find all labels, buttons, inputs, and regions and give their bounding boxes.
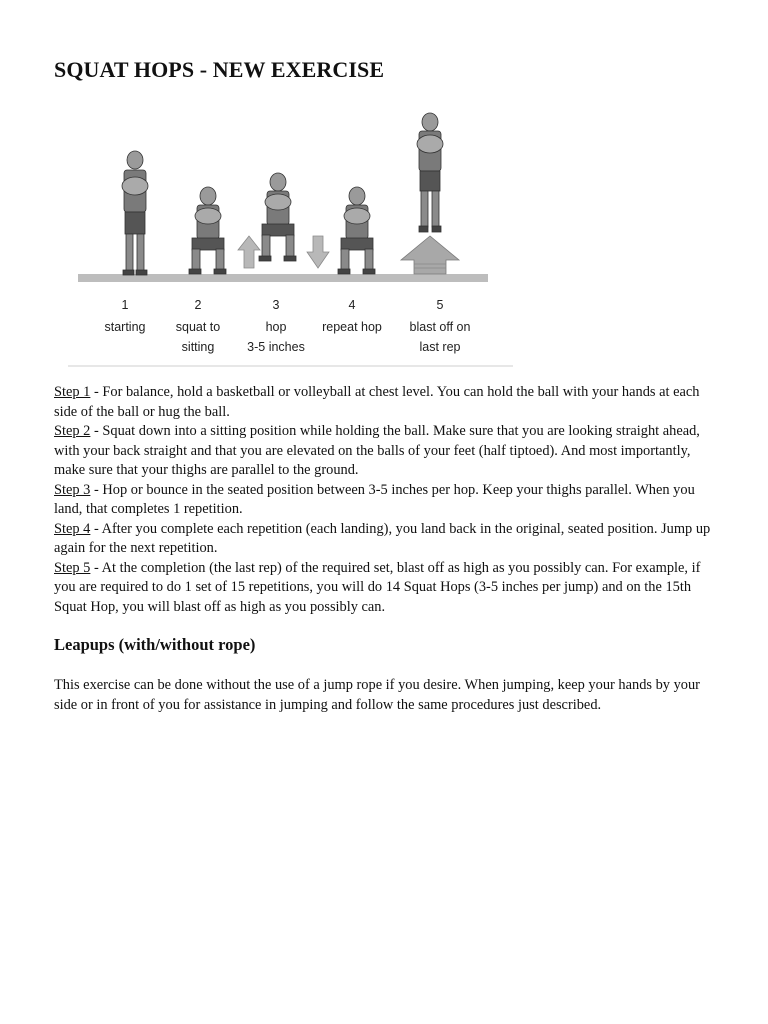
figure-step-label: blast off on: [409, 320, 471, 334]
up-arrow-icon: [238, 236, 260, 268]
figure-standing: [122, 151, 148, 275]
figure-squat: [189, 187, 226, 274]
step-paragraph: [54, 520, 716, 559]
step-4-text: - After you complete each repetition (each landing), you land back in the original, seated position. Jump up again for the next repetition.: [54, 520, 711, 556]
figure-step-label: repeat hop: [322, 320, 382, 334]
step-5-link[interactable]: Step 5: [54, 559, 91, 576]
squat-hops-illustration: [68, 108, 513, 370]
step-4-link[interactable]: Step 4: [54, 520, 91, 537]
figure-repeat-hop: [338, 187, 375, 274]
step-3-text: - Hop or bounce in the seated position between 3-5 inches per hop. Keep your thighs parallel. When you land, that completes 1 repetition.: [54, 481, 695, 517]
figure-step-label: squat to: [175, 320, 221, 334]
section-description: This exercise can be done without the use of a jump rope if you desire. When jumping, keep your hands by your side or in front of you for assistance in jumping and follow the same procedures just described.: [54, 677, 700, 713]
page-title: SQUAT HOPS - NEW EXERCISE: [54, 57, 385, 82]
step-paragraph: [54, 422, 716, 481]
step-2-link[interactable]: Step 2: [54, 423, 91, 439]
figure-step-label-line2: sitting: [181, 340, 215, 354]
figure-step-label: starting: [104, 320, 146, 334]
step-paragraph: [54, 383, 716, 422]
down-arrow-icon: [307, 236, 329, 268]
figure-step-number: 1: [121, 298, 129, 312]
step-1-link[interactable]: Step 1: [54, 384, 91, 400]
figure-step-number: 5: [436, 298, 444, 312]
step-5-text: - At the completion (the last rep) of the required set, blast off as high as you possibly can. For example, if you are required to do 1 set of 15 repetitions, you will do 14 Squat Hops (3-5 inches per jump) and on the 15th Squat Hop, you will blast off as high as you possibly can.: [54, 559, 701, 615]
step-2-text: - Squat down into a sitting position while holding the ball. Make sure that you are looking straight ahead, with your back straight and that you are elevated on the balls of your feet (half tiptoed). And most importantly, make sure that your thighs are parallel to the ground.: [54, 423, 700, 478]
figure-step-number: 4: [348, 298, 356, 312]
section-heading: Leapups (with/without rope): [54, 635, 256, 654]
figure-step-number: 3: [272, 298, 280, 312]
step-paragraph: [54, 481, 716, 520]
figure-blast-off: [417, 113, 443, 232]
figure-hop: [259, 173, 296, 261]
figure-step-label-line2: last rep: [419, 340, 461, 354]
steps-instructions: [54, 383, 716, 617]
blast-off-arrow-icon: [401, 236, 459, 274]
figure-labels: [105, 298, 471, 354]
figure-step-label-line2: 3-5 inches: [247, 340, 305, 354]
step-paragraph: [54, 559, 716, 618]
step-3-link[interactable]: Step 3: [54, 481, 91, 498]
figure-step-number: 2: [194, 298, 202, 312]
step-1-text: - For balance, hold a basketball or volleyball at chest level. You can hold the ball with your hands at each side of the ball or hug the ball.: [54, 384, 700, 420]
figure-step-label: hop: [265, 320, 287, 334]
